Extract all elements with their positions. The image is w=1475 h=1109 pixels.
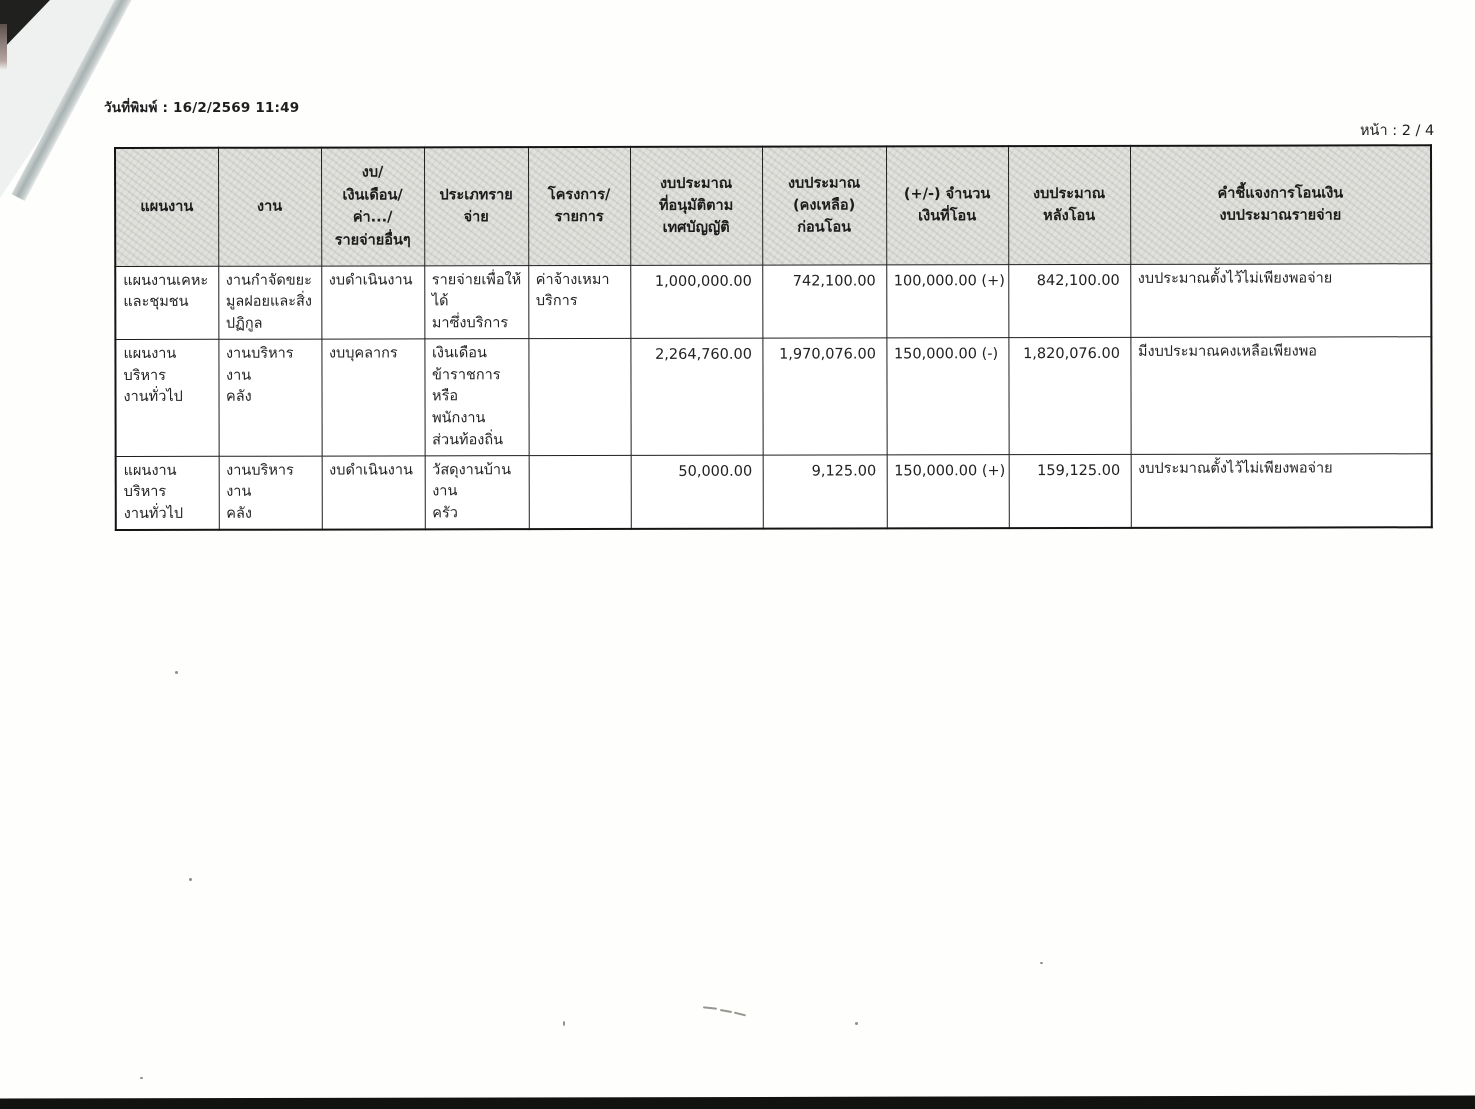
cell-r1-c5: ค่าจ้างเหมา บริการ [528, 265, 630, 338]
column-header-6: งบประมาณ ที่อนุมัติตาม เทศบัญญัติ [630, 147, 762, 265]
cell-r3-c8: 150,000.00 (+) [887, 454, 1009, 528]
cell-r2-c1: แผนงานบริหาร งานทั่วไป [115, 339, 218, 456]
cell-r3-c4: วัสดุงานบ้านงาน ครัว [425, 455, 529, 529]
cell-r2-c2: งานบริหารงาน คลัง [218, 339, 321, 456]
scan-bottom-black-bar [0, 1095, 1475, 1109]
cell-r2-c4: เงินเดือน ข้าราชการ หรือ พนักงาน ส่วนท้องถิ่น [424, 338, 528, 455]
column-header-5: โครงการ/ รายการ [528, 147, 630, 265]
cell-r3-c3: งบดำเนินงาน [322, 455, 425, 529]
cell-r2-c3: งบบุคลากร [321, 339, 424, 456]
cell-r2-c10: มีงบประมาณคงเหลือเพียงพอ [1130, 336, 1431, 453]
cell-r3-c1: แผนงานบริหาร งานทั่วไป [116, 456, 219, 530]
cell-r3-c9: 159,125.00 [1009, 454, 1131, 528]
column-header-10: คำชี้แจงการโอนเงิน งบประมาณรายจ่าย [1130, 145, 1431, 264]
cell-r3-c2: งานบริหารงาน คลัง [219, 456, 322, 530]
cell-r2-c8: 150,000.00 (-) [886, 337, 1008, 454]
print-date: วันที่พิมพ์ : 16/2/2569 11:49 [104, 100, 300, 116]
budget-transfer-table [114, 144, 1433, 531]
cell-r1-c2: งานกำจัดขยะ มูลฝอยและสิ่ง ปฏิกูล [218, 266, 321, 339]
scan-pencil-mark [734, 1012, 746, 1016]
column-header-8: (+/-) จำนวน เงินที่โอน [886, 146, 1008, 264]
cell-r1-c9: 842,100.00 [1008, 264, 1130, 338]
table-body [115, 263, 1432, 530]
cell-r1-c4: รายจ่ายเพื่อให้ได้ มาซึ่งบริการ [424, 265, 528, 338]
table-row-3 [116, 453, 1432, 530]
cell-r3-c10: งบประมาณตั้งไว้ไม่เพียงพอจ่าย [1131, 453, 1432, 527]
table-row-1 [115, 263, 1431, 339]
page-number: หน้า : 2 / 4 [1360, 123, 1435, 139]
table-row-2 [115, 336, 1431, 456]
cell-r2-c7: 1,970,076.00 [762, 338, 886, 455]
cell-r3-c7: 9,125.00 [763, 454, 887, 528]
cell-r2-c5 [528, 338, 630, 455]
table-header-row [115, 145, 1431, 266]
cell-r3-c6: 50,000.00 [631, 455, 763, 529]
cell-r2-c9: 1,820,076.00 [1008, 337, 1130, 454]
scan-speck [189, 878, 192, 881]
scan-speck [1040, 962, 1043, 964]
cell-r1-c10: งบประมาณตั้งไว้ไม่เพียงพอจ่าย [1130, 263, 1431, 337]
scan-speck [175, 671, 178, 674]
scan-pencil-mark [703, 1006, 717, 1009]
scan-speck [563, 1021, 565, 1026]
scan-edge-smudge [0, 24, 7, 70]
column-header-4: ประเภทรายจ่าย [424, 147, 528, 265]
scan-pencil-mark [720, 1009, 732, 1013]
cell-r3-c5 [529, 455, 631, 529]
cell-r1-c3: งบดำเนินงาน [321, 265, 424, 338]
column-header-1: แผนงาน [115, 148, 218, 266]
column-header-9: งบประมาณ หลังโอน [1008, 146, 1130, 264]
cell-r1-c7: 742,100.00 [762, 264, 886, 338]
cell-r1-c6: 1,000,000.00 [630, 265, 762, 339]
table-header [115, 145, 1431, 266]
scan-speck [855, 1022, 858, 1025]
column-header-7: งบประมาณ (คงเหลือ) ก่อนโอน [762, 146, 886, 264]
scan-speck [140, 1077, 143, 1079]
column-header-2: งาน [218, 148, 321, 266]
cell-r1-c8: 100,000.00 (+) [886, 264, 1008, 338]
column-header-3: งบ/ เงินเดือน/ ค่า.../ รายจ่ายอื่นๆ [321, 147, 424, 265]
cell-r2-c6: 2,264,760.00 [630, 338, 762, 455]
cell-r1-c1: แผนงานเคหะ และชุมชน [115, 266, 218, 339]
